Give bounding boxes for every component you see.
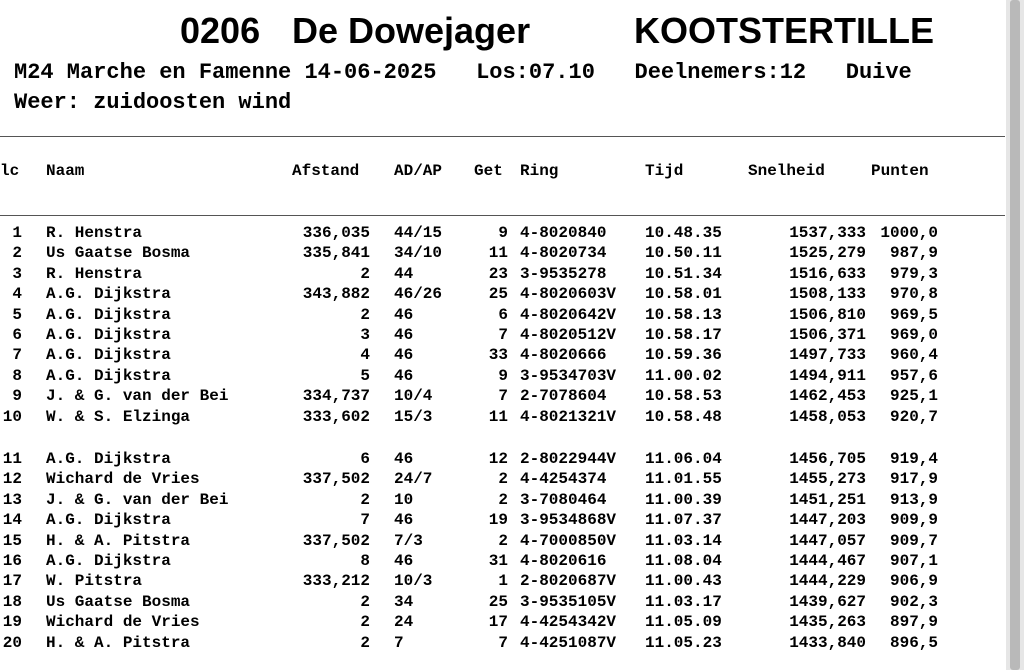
table-row [0,511,1000,531]
cell-pl: 19 [2,613,22,632]
cell-punten: 969,0 [889,326,938,344]
cell-adap: 46 [394,326,414,344]
cell-get: 1 [498,572,508,591]
cell-pl: 8 [12,366,22,385]
col-head-tijd: Tijd [645,162,684,180]
cell-afstand: 337,502 [302,470,370,489]
cell-ring: 4-8020512V [520,326,617,344]
cell-punten: 917,9 [889,470,938,489]
cell-pl: 1 [12,224,22,242]
cell-ring: 4-8020616 [520,552,607,570]
table-row [0,532,1000,552]
table-row [0,326,1000,346]
cell-punten: 909,9 [889,511,938,530]
cell-tijd: 10.51.34 [645,264,722,283]
cell-afstand: 2 [360,633,370,652]
cell-pl: 2 [12,244,22,263]
cell-afstand: 6 [360,450,370,468]
cell-afstand: 7 [360,511,370,530]
col-head-afstand: Afstand [292,162,360,180]
cell-naam: H. & A. Pitstra [46,633,191,652]
table-row [0,593,1000,613]
cell-pl: 7 [12,346,22,365]
cell-tijd: 10.58.17 [645,326,722,344]
cell-tijd: 11.00.39 [645,490,722,509]
cell-pl: 10 [2,407,22,426]
cell-get: 9 [498,224,508,242]
cell-pl: 14 [2,511,22,530]
cell-punten: 925,1 [889,387,938,406]
cell-ring: 4-7000850V [520,531,617,550]
cell-punten: 913,9 [889,490,938,509]
table-row [0,224,1000,244]
cell-ring: 4-8020603V [520,285,617,304]
cell-afstand: 2 [360,592,370,611]
cell-ring: 3-9534703V [520,366,617,385]
cell-punten: 919,4 [889,450,938,468]
table-row [0,387,1000,407]
cell-get: 17 [488,613,508,632]
cell-naam: A.G. Dijkstra [46,511,171,530]
cell-ring: 4-8020666 [520,346,607,365]
cell-naam: Wichard de Vries [46,470,200,489]
cell-naam: W. Pitstra [46,572,143,591]
cell-snelheid: 1506,371 [789,326,866,344]
cell-tijd: 10.58.48 [645,407,722,426]
cell-tijd: 11.00.02 [645,366,722,385]
cell-ring: 2-8022944V [520,450,617,468]
cell-punten: 897,9 [889,613,938,632]
cell-snelheid: 1439,627 [789,592,866,611]
cell-get: 2 [498,470,508,489]
cell-tijd: 11.05.23 [645,633,722,652]
cell-snelheid: 1455,273 [789,470,866,489]
cell-adap: 46 [394,346,414,365]
col-head-get: Get [474,162,503,180]
table-row [0,285,1000,305]
cell-get: 7 [498,387,508,406]
vertical-scrollbar[interactable] [1006,0,1024,670]
col-head-adap: AD/AP [394,162,443,180]
cell-snelheid: 1435,263 [789,613,866,632]
cell-pl: 16 [2,552,22,570]
cell-naam: A.G. Dijkstra [46,346,171,365]
cell-ring: 4-8021321V [520,407,617,426]
cell-adap: 34/10 [394,244,443,263]
table-row [0,367,1000,387]
cell-afstand: 334,737 [302,387,370,406]
cell-get: 33 [488,346,508,365]
cell-adap: 46/26 [394,285,443,304]
cell-pl: 5 [12,305,22,324]
cell-tijd: 11.01.55 [645,470,722,489]
cell-pl: 6 [12,326,22,344]
cell-snelheid: 1537,333 [789,224,866,242]
cell-afstand: 4 [360,346,370,365]
cell-pl: 4 [12,285,22,304]
club-header [0,10,1005,60]
cell-adap: 46 [394,450,414,468]
cell-get: 2 [498,490,508,509]
cell-pl: 20 [2,633,22,652]
cell-punten: 896,5 [889,633,938,652]
cell-ring: 4-4254374 [520,470,607,489]
cell-get: 11 [488,407,508,426]
cell-afstand: 336,035 [302,224,370,242]
table-row [0,244,1000,264]
cell-tijd: 11.00.43 [645,572,722,591]
cell-tijd: 10.48.35 [645,224,722,242]
cell-ring: 4-4251087V [520,633,617,652]
cell-afstand: 2 [360,264,370,283]
col-head-snelheid: Snelheid [748,162,825,180]
cell-tijd: 11.03.17 [645,592,722,611]
col-head-pl: lc [0,162,20,180]
cell-punten: 987,9 [889,244,938,263]
cell-naam: A.G. Dijkstra [46,285,171,304]
cell-pl: 11 [2,450,22,468]
cell-ring: 3-9534868V [520,511,617,530]
cell-get: 12 [488,450,508,468]
cell-ring: 4-8020642V [520,305,617,324]
cell-snelheid: 1444,229 [789,572,866,591]
cell-adap: 46 [394,552,414,570]
cell-ring: 4-8020734 [520,244,607,263]
cell-afstand: 2 [360,613,370,632]
cell-get: 2 [498,531,508,550]
cell-ring: 2-7078604 [520,387,607,406]
cell-naam: R. Henstra [46,264,143,283]
table-row [0,265,1000,285]
header-divider [0,136,1005,137]
cell-get: 25 [488,592,508,611]
club-name: De Dowejager [292,10,531,51]
cell-naam: A.G. Dijkstra [46,305,171,324]
cell-naam: A.G. Dijkstra [46,326,171,344]
table-row [0,450,1000,470]
club-number: 0206 [180,10,261,51]
cell-punten: 960,4 [889,346,938,365]
cell-punten: 1000,0 [880,224,938,242]
cell-snelheid: 1516,633 [789,264,866,283]
cell-tijd: 10.58.01 [645,285,722,304]
club-place: KOOTSTERTILLE [634,10,934,51]
cell-ring: 4-8020840 [520,224,607,242]
cell-naam: A.G. Dijkstra [46,552,171,570]
table-row [0,491,1000,511]
table-row [0,572,1000,592]
table-row [0,634,1000,654]
cell-adap: 24 [394,613,414,632]
cell-snelheid: 1447,057 [789,531,866,550]
cell-afstand: 333,602 [302,407,370,426]
cell-naam: Wichard de Vries [46,613,200,632]
cell-snelheid: 1456,705 [789,450,866,468]
cell-ring: 3-9535105V [520,592,617,611]
cell-get: 31 [488,552,508,570]
cell-afstand: 3 [360,326,370,344]
cell-get: 9 [498,366,508,385]
cell-naam: A.G. Dijkstra [46,450,171,468]
cell-adap: 10/4 [394,387,433,406]
table-row [0,470,1000,490]
cell-punten: 909,7 [889,531,938,550]
cell-punten: 907,1 [889,552,938,570]
cell-naam: W. & S. Elzinga [46,407,191,426]
cell-tijd: 10.50.11 [645,244,722,263]
cell-snelheid: 1458,053 [789,407,866,426]
cell-afstand: 5 [360,366,370,385]
cell-punten: 979,3 [889,264,938,283]
cell-adap: 15/3 [394,407,433,426]
cell-get: 6 [498,305,508,324]
cell-adap: 34 [394,592,414,611]
cell-afstand: 335,841 [302,244,370,263]
cell-tijd: 11.07.37 [645,511,722,530]
cell-ring: 3-7080464 [520,490,607,509]
cell-afstand: 337,502 [302,531,370,550]
cell-tijd: 10.59.36 [645,346,722,365]
cell-tijd: 11.03.14 [645,531,722,550]
race-info-line: M24 Marche en Famenne 14-06-2025 Los:07.10 Deelnemers:12 Duive [14,60,912,85]
cell-punten: 906,9 [889,572,938,591]
cell-afstand: 2 [360,490,370,509]
table-row [0,346,1000,366]
cell-tijd: 10.58.53 [645,387,722,406]
table-row [0,306,1000,326]
cell-punten: 902,3 [889,592,938,611]
cell-pl: 9 [12,387,22,406]
table-row [0,408,1000,428]
cell-get: 11 [488,244,508,263]
cell-get: 25 [488,285,508,304]
cell-pl: 17 [2,572,22,591]
cell-afstand: 343,882 [302,285,370,304]
table-header-divider [0,215,1005,216]
cell-ring: 4-4254342V [520,613,617,632]
cell-pl: 15 [2,531,22,550]
cell-adap: 46 [394,366,414,385]
cell-pl: 12 [2,470,22,489]
cell-adap: 46 [394,511,414,530]
col-head-punten: Punten [871,162,929,180]
cell-snelheid: 1451,251 [789,490,866,509]
cell-get: 19 [488,511,508,530]
cell-tijd: 10.58.13 [645,305,722,324]
cell-pl: 18 [2,592,22,611]
col-head-ring: Ring [520,162,559,180]
cell-adap: 24/7 [394,470,433,489]
cell-naam: A.G. Dijkstra [46,366,171,385]
cell-pl: 3 [12,264,22,283]
cell-afstand: 8 [360,552,370,570]
cell-punten: 920,7 [889,407,938,426]
weather-line: Weer: zuidoosten wind [14,90,292,115]
cell-snelheid: 1462,453 [789,387,866,406]
cell-snelheid: 1525,279 [789,244,866,263]
cell-punten: 957,6 [889,366,938,385]
cell-naam: J. & G. van der Bei [46,387,229,406]
cell-naam: H. & A. Pitstra [46,531,191,550]
cell-snelheid: 1506,810 [789,305,866,324]
cell-snelheid: 1447,203 [789,511,866,530]
cell-get: 7 [498,633,508,652]
cell-ring: 2-8020687V [520,572,617,591]
cell-adap: 46 [394,305,414,324]
cell-adap: 44/15 [394,224,443,242]
scrollbar-thumb[interactable] [1010,0,1020,670]
cell-get: 23 [488,264,508,283]
table-row [0,613,1000,633]
cell-naam: R. Henstra [46,224,143,242]
cell-naam: J. & G. van der Bei [46,490,229,509]
cell-naam: Us Gaatse Bosma [46,244,191,263]
cell-adap: 7 [394,633,404,652]
cell-adap: 10 [394,490,414,509]
cell-punten: 970,8 [889,285,938,304]
cell-tijd: 11.06.04 [645,450,722,468]
col-head-naam: Naam [46,162,85,180]
cell-snelheid: 1497,733 [789,346,866,365]
cell-adap: 10/3 [394,572,433,591]
cell-adap: 7/3 [394,531,423,550]
cell-snelheid: 1433,840 [789,633,866,652]
cell-snelheid: 1444,467 [789,552,866,570]
cell-snelheid: 1508,133 [789,285,866,304]
cell-pl: 13 [2,490,22,509]
cell-tijd: 11.08.04 [645,552,722,570]
cell-snelheid: 1494,911 [789,366,866,385]
cell-punten: 969,5 [889,305,938,324]
cell-ring: 3-9535278 [520,264,607,283]
cell-afstand: 333,212 [302,572,370,591]
table-row [0,552,1000,572]
cell-adap: 44 [394,264,414,283]
cell-get: 7 [498,326,508,344]
cell-tijd: 11.05.09 [645,613,722,632]
cell-afstand: 2 [360,305,370,324]
cell-naam: Us Gaatse Bosma [46,592,191,611]
